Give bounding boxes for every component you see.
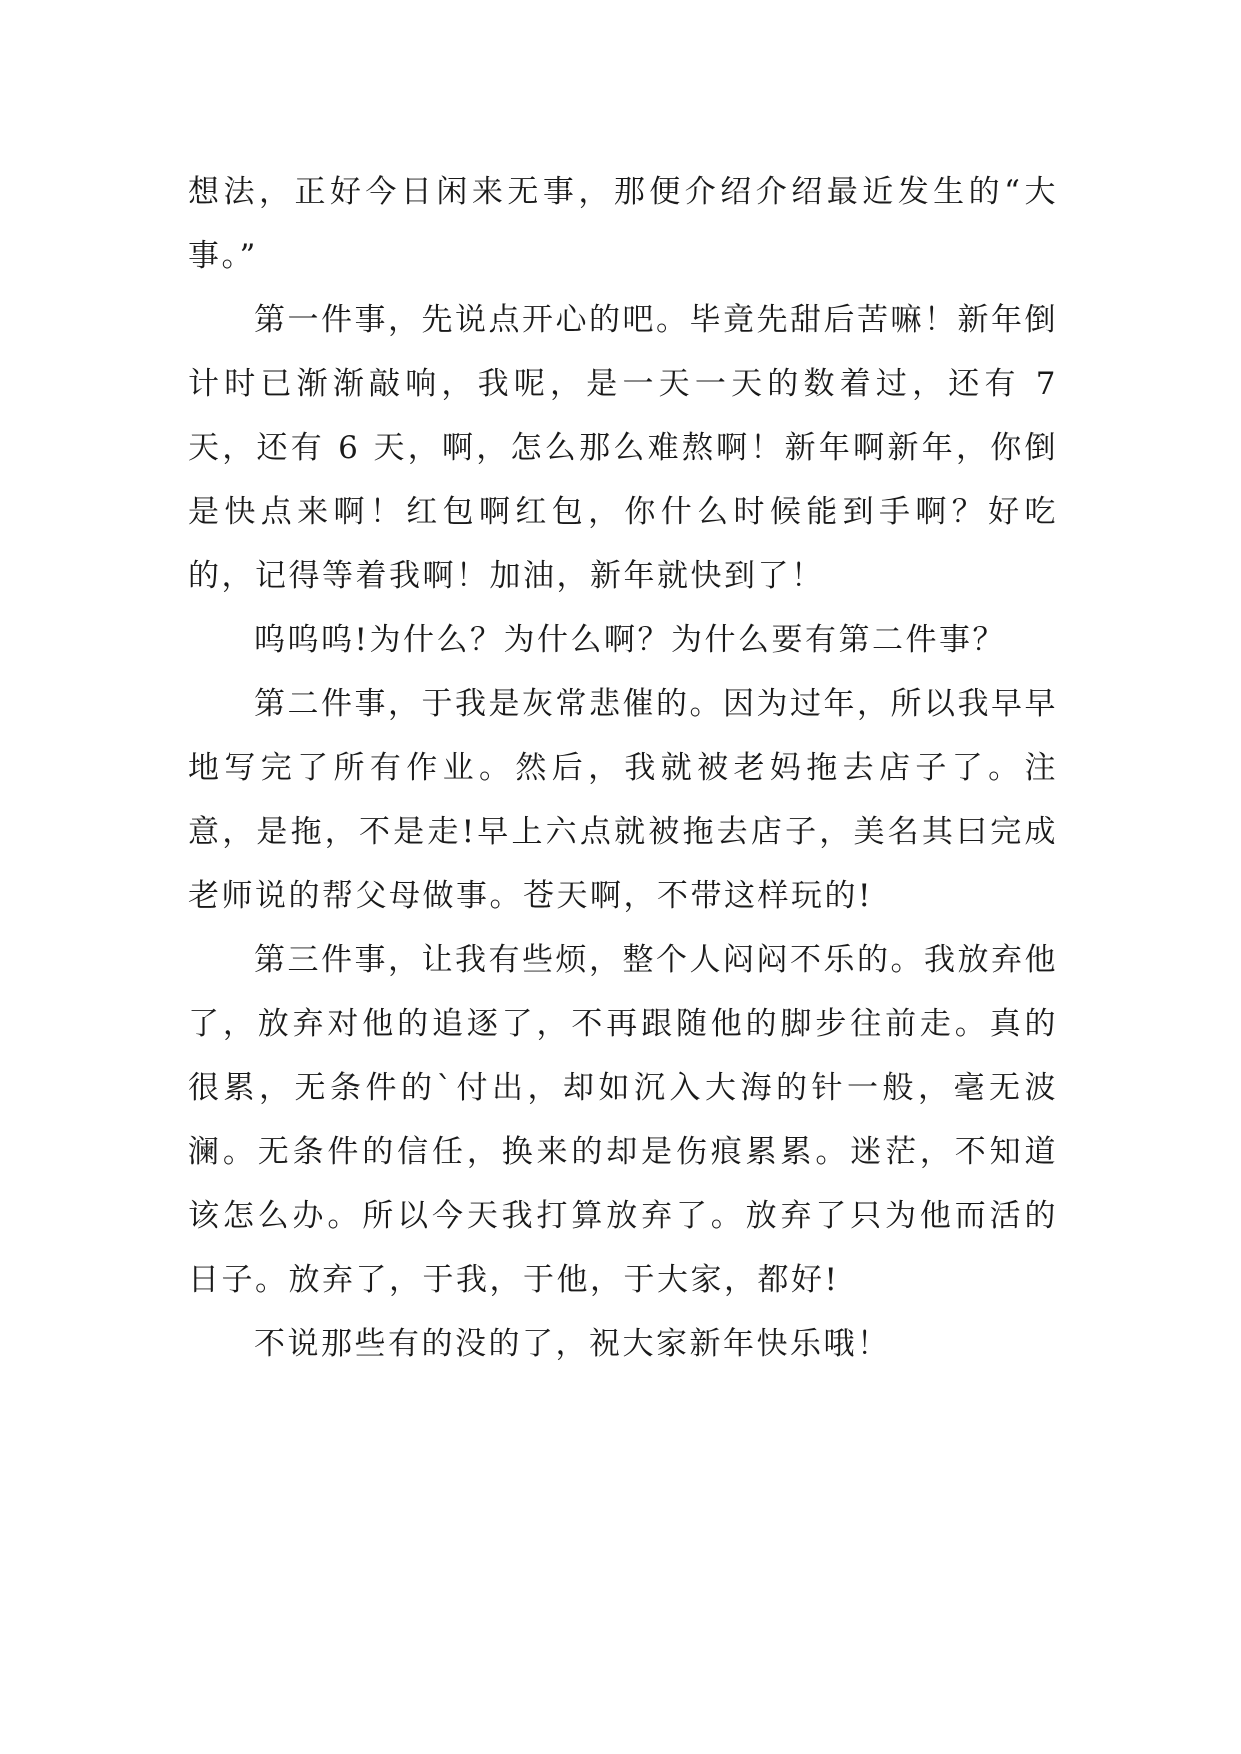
paragraph-first-thing: 第一件事，先说点开心的吧。毕竟先甜后苦嘛！新年倒计时已渐渐敲响，我呢，是一天一天的数着过，还有 7 天，还有 6 天，啊，怎么那么难熬啊！新年啊新年，你倒是快点来啊！红包啊红包，你什么时候能到手啊？好吃的，记得等着我啊！加油，新年就快到了！ [188, 302, 1058, 594]
document-body [188, 160, 1058, 1376]
paragraph-continuation: 想法，正好今日闲来无事，那便介绍介绍最近发生的“大事。” [188, 174, 1058, 274]
paragraph-closing: 不说那些有的没的了，祝大家新年快乐哦！ [254, 1326, 891, 1362]
paragraph-lament: 呜呜呜!为什么？为什么啊？为什么要有第二件事？ [254, 622, 1006, 658]
paragraph-second-thing: 第二件事，于我是灰常悲催的。因为过年，所以我早早地写完了所有作业。然后，我就被老妈拖去店子了。注意，是拖，不是走!早上六点就被拖去店子，美名其曰完成老师说的帮父母做事。苍天啊，不带这样玩的! [188, 686, 1058, 914]
paragraph-third-thing: 第三件事，让我有些烦，整个人闷闷不乐的。我放弃他了，放弃对他的追逐了，不再跟随他的脚步往前走。真的很累，无条件的`付出，却如沉入大海的针一般，毫无波澜。无条件的信任，换来的却是伤痕累累。迷茫，不知道该怎么办。所以今天我打算放弃了。放弃了只为他而活的日子。放弃了，于我，于他，于大家，都好! [188, 942, 1058, 1298]
